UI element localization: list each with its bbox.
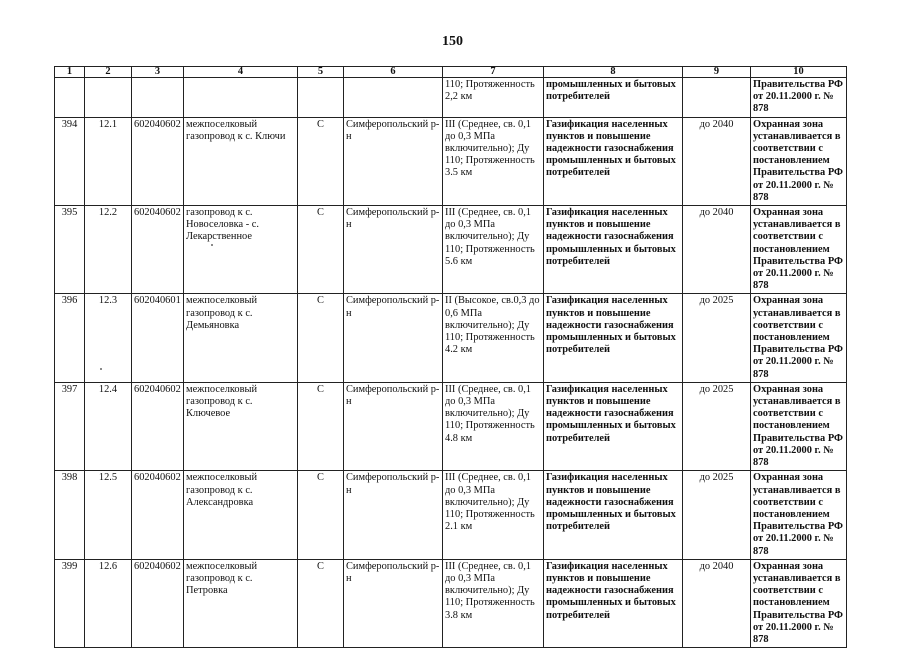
scan-speck — [211, 244, 213, 246]
object-id-cell: 602040602 — [132, 206, 184, 294]
object-code-cell: 12.6 — [85, 559, 132, 647]
protection-zone-cell: Охранная зона устанавливается в соответствии с постановлением Правительства РФ от 20.11.2000 г. № 878 — [751, 382, 847, 470]
parameters-cell: III (Среднее, св. 0,1 до 0,3 МПа включительно); Ду 110; Протяженность 4.8 км — [443, 382, 544, 470]
column-header: 2 — [85, 67, 132, 78]
column-header: 10 — [751, 67, 847, 78]
object-id-cell: 602040602 — [132, 117, 184, 205]
category-cell: С — [298, 117, 344, 205]
category-cell: С — [298, 471, 344, 559]
category-cell: С — [298, 294, 344, 382]
object-name-cell: межпоселковый газопровод к с. Ключевое — [184, 382, 298, 470]
deadline-cell: до 2040 — [683, 117, 751, 205]
district-cell: Симферопольский р-н — [344, 559, 443, 647]
object-code-cell: 12.2 — [85, 206, 132, 294]
object-code-cell: 12.5 — [85, 471, 132, 559]
category-cell: С — [298, 206, 344, 294]
goal-cell: Газификация населенных пунктов и повышение надежности газоснабжения промышленных и бытовых потребителей — [544, 294, 683, 382]
table-row — [55, 382, 847, 470]
deadline-cell: до 2025 — [683, 294, 751, 382]
scan-speck — [100, 368, 102, 370]
district-cell: Симферопольский р-н — [344, 382, 443, 470]
parameters-cell: III (Среднее, св. 0,1 до 0,3 МПа включительно); Ду 110; Протяженность 3.5 км — [443, 117, 544, 205]
object-id-cell: 602040601 — [132, 294, 184, 382]
parameters-cell: II (Высокое, св.0,3 до 0,6 МПа включительно); Ду 110; Протяженность 4.2 км — [443, 294, 544, 382]
row-number-cell: 396 — [55, 294, 85, 382]
category-cell: С — [298, 382, 344, 470]
protection-zone-cell: Охранная зона устанавливается в соответствии с постановлением Правительства РФ от 20.11.2000 г. № 878 — [751, 117, 847, 205]
column-header: 1 — [55, 67, 85, 78]
table-row — [55, 294, 847, 382]
category-cell: С — [298, 559, 344, 647]
goal-cell: Газификация населенных пунктов и повышение надежности газоснабжения промышленных и бытовых потребителей — [544, 206, 683, 294]
object-code-cell: 12.4 — [85, 382, 132, 470]
registry-table — [54, 66, 847, 648]
district-cell: Симферопольский р-н — [344, 117, 443, 205]
row-number-cell: 394 — [55, 117, 85, 205]
deadline-cell: до 2025 — [683, 382, 751, 470]
goal-cell: Газификация населенных пунктов и повышение надежности газоснабжения промышленных и бытовых потребителей — [544, 471, 683, 559]
continuation-zone: Правительства РФ от 20.11.2000 г. № 878 — [751, 78, 847, 118]
table-row — [55, 117, 847, 205]
district-cell: Симферопольский р-н — [344, 471, 443, 559]
table-row — [55, 471, 847, 559]
row-number-cell: 397 — [55, 382, 85, 470]
continuation-goal: промышленных и бытовых потребителей — [544, 78, 683, 118]
table-row — [55, 206, 847, 294]
deadline-cell: до 2025 — [683, 471, 751, 559]
object-name-cell: межпоселковый газопровод к с. Ключи — [184, 117, 298, 205]
goal-cell: Газификация населенных пунктов и повышение надежности газоснабжения промышленных и бытовых потребителей — [544, 382, 683, 470]
continuation-params: 110; Протяженность 2,2 км — [443, 78, 544, 118]
protection-zone-cell: Охранная зона устанавливается в соответствии с постановлением Правительства РФ от 20.11.2000 г. № 878 — [751, 206, 847, 294]
district-cell: Симферопольский р-н — [344, 294, 443, 382]
table-row — [55, 559, 847, 647]
object-id-cell: 602040602 — [132, 559, 184, 647]
column-header: 5 — [298, 67, 344, 78]
protection-zone-cell: Охранная зона устанавливается в соответствии с постановлением Правительства РФ от 20.11.2000 г. № 878 — [751, 559, 847, 647]
district-cell: Симферопольский р-н — [344, 206, 443, 294]
protection-zone-cell: Охранная зона устанавливается в соответствии с постановлением Правительства РФ от 20.11.2000 г. № 878 — [751, 471, 847, 559]
row-number-cell: 395 — [55, 206, 85, 294]
deadline-cell: до 2040 — [683, 206, 751, 294]
object-id-cell: 602040602 — [132, 382, 184, 470]
deadline-cell: до 2040 — [683, 559, 751, 647]
column-header: 6 — [344, 67, 443, 78]
protection-zone-cell: Охранная зона устанавливается в соответствии с постановлением Правительства РФ от 20.11.2000 г. № 878 — [751, 294, 847, 382]
parameters-cell: III (Среднее, св. 0,1 до 0,3 МПа включительно); Ду 110; Протяженность 2.1 км — [443, 471, 544, 559]
row-number-cell: 398 — [55, 471, 85, 559]
column-header: 3 — [132, 67, 184, 78]
column-header: 9 — [683, 67, 751, 78]
object-name-cell: газопровод к с. Новоселовка - с. Лекарственное — [184, 206, 298, 294]
object-name-cell: межпоселковый газопровод к с. Петровка — [184, 559, 298, 647]
column-header: 4 — [184, 67, 298, 78]
goal-cell: Газификация населенных пунктов и повышение надежности газоснабжения промышленных и бытовых потребителей — [544, 117, 683, 205]
parameters-cell: III (Среднее, св. 0,1 до 0,3 МПа включительно); Ду 110; Протяженность 5.6 км — [443, 206, 544, 294]
page-number: 150 — [442, 34, 463, 49]
object-id-cell: 602040602 — [132, 471, 184, 559]
object-code-cell: 12.3 — [85, 294, 132, 382]
object-name-cell: межпоселковый газопровод к с. Демьяновка — [184, 294, 298, 382]
continuation-row — [55, 78, 847, 118]
object-name-cell: межпоселковый газопровод к с. Александровка — [184, 471, 298, 559]
header-row — [55, 67, 847, 78]
goal-cell: Газификация населенных пунктов и повышение надежности газоснабжения промышленных и бытовых потребителей — [544, 559, 683, 647]
parameters-cell: III (Среднее, св. 0,1 до 0,3 МПа включительно); Ду 110; Протяженность 3.8 км — [443, 559, 544, 647]
column-header: 7 — [443, 67, 544, 78]
object-code-cell: 12.1 — [85, 117, 132, 205]
column-header: 8 — [544, 67, 683, 78]
row-number-cell: 399 — [55, 559, 85, 647]
